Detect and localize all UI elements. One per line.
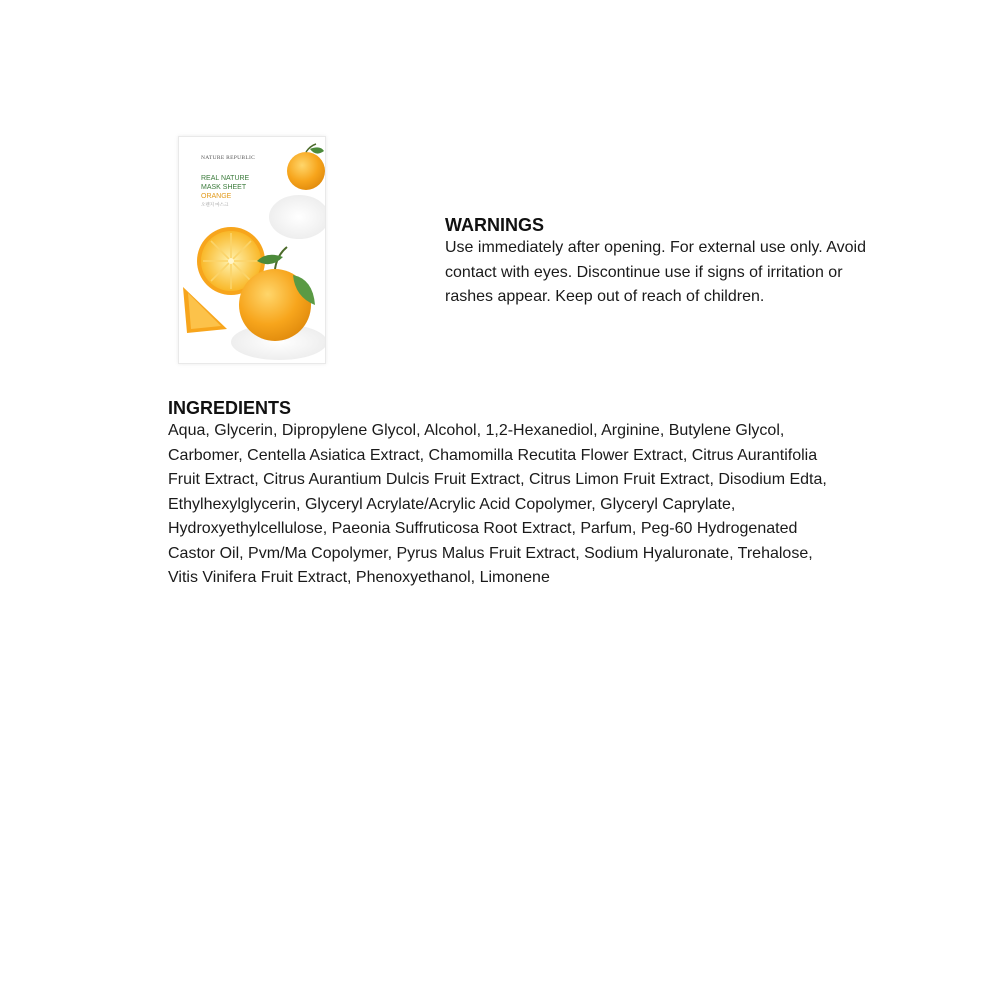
product-illustration: [179, 137, 325, 363]
warnings-heading: WARNINGS: [445, 215, 544, 235]
splash-shape: [269, 195, 325, 239]
packet-title-line: REAL NATURE: [201, 175, 250, 182]
warnings-text: Use immediately after opening. For external use only. Avoid contact with eyes. Discontinue use if signs of irritation or rashes appear. Keep out of reach of children.: [445, 239, 866, 305]
ingredients-section: [168, 397, 828, 591]
ingredients-text: Aqua, Glycerin, Dipropylene Glycol, Alcohol, 1,2-Hexanediol, Arginine, Butylene Glycol, Carbomer, Centella Asiatica Extract, Chamomilla Recutita Flower Extract, Citrus Aurantifolia Fruit Extract, Citrus Aurantium Dulcis Fruit Extract, Citrus Limon Fruit Extract, Disodium Edta, Ethylhexylglycerin, Glyceryl Acrylate/Acrylic Acid Copolymer, Glyceryl Caprylate, Hydroxyethylcellulose, Paeonia Suffruticosa Root Extract, Parfum, Peg-60 Hydrogenated Castor Oil, Pvm/Ma Copolymer, Pyrus Malus Fruit Extract, Sodium Hyaluronate, Trehalose, Vitis Vinifera Fruit Extract, Phenoxyethanol, Limonene: [168, 422, 827, 586]
packet-title-line: MASK SHEET: [201, 184, 247, 191]
packet-variant: ORANGE: [201, 193, 232, 200]
orange-wedge-icon: [183, 287, 227, 333]
ingredients-heading: INGREDIENTS: [168, 398, 292, 418]
packet-title: [201, 174, 249, 192]
product-image: [178, 136, 326, 364]
orange-top-icon: [287, 144, 325, 190]
packet-subtitle: 오렌지 마스크: [201, 202, 229, 207]
packet-brand: NATURE REPUBLIC: [201, 155, 256, 161]
warnings-section: [445, 214, 885, 310]
